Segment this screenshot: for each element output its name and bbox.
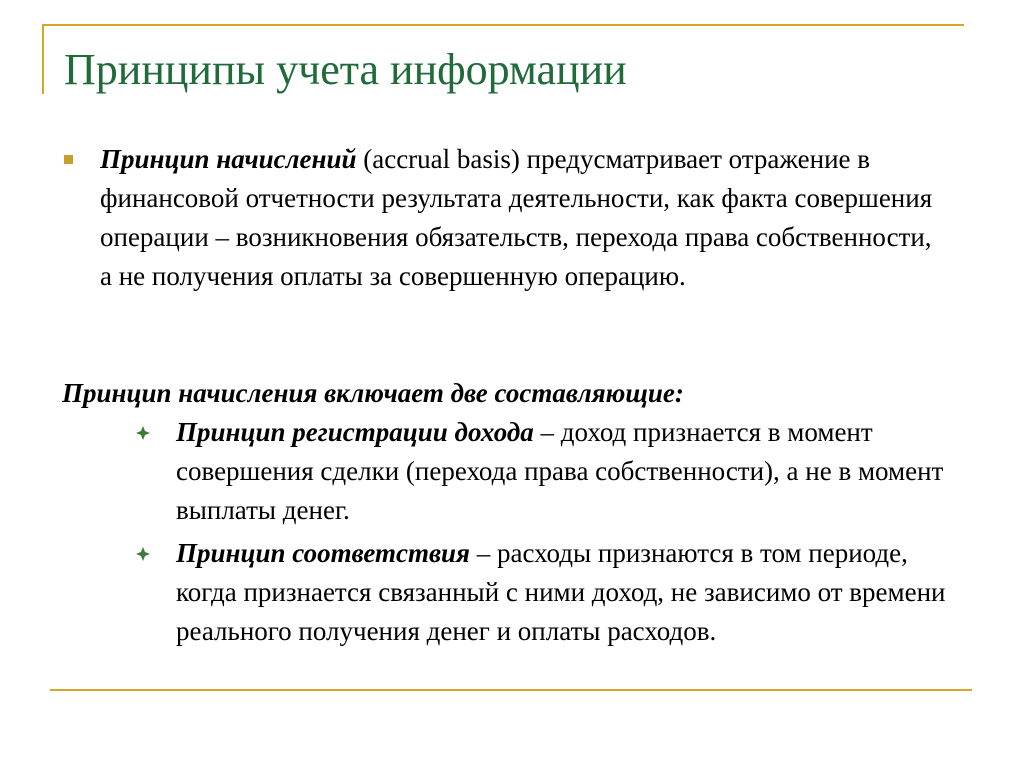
sub-bullet-paragraph bbox=[176, 413, 956, 530]
sub-bullet-paragraph bbox=[176, 534, 956, 651]
sub-bullet-term: Принцип соответствия bbox=[176, 538, 470, 568]
main-bullet-term: Принцип начислений bbox=[100, 144, 357, 174]
main-bullet-paragraph bbox=[100, 140, 944, 296]
main-bullet-text: (accrual basis) предусматривает отражение в финансовой отчетности результата деятельности, как факта совершения операции – возникновения обязательств, перехода права собственности, а не получения оплаты за совершенную операцию. bbox=[100, 144, 933, 291]
lead-line: Принцип начисления включает две составляющие: bbox=[62, 378, 684, 408]
diamond-bullet-icon bbox=[136, 426, 150, 440]
sub-bullet-text: – расходы признаются в том периоде, когда признается связанный с ними доход, не зависимо от времени реального получения денег и оплаты расходов. bbox=[176, 538, 946, 646]
frame-top-line bbox=[42, 24, 964, 26]
sub-bullet-income-recognition bbox=[136, 413, 956, 530]
sub-bullet-text: – доход признается в момент совершения сделки (перехода права собственности), а не в момент выплаты денег. bbox=[176, 417, 944, 525]
slide-title: Принципы учета информации bbox=[64, 45, 627, 94]
frame-bottom-line bbox=[50, 689, 972, 691]
square-bullet-icon bbox=[64, 155, 73, 164]
main-bullet bbox=[64, 140, 944, 296]
sub-bullet-term: Принцип регистрации дохода bbox=[176, 417, 534, 447]
frame-left-line bbox=[42, 24, 44, 94]
sub-bullet-matching bbox=[136, 534, 956, 651]
diamond-bullet-icon bbox=[136, 547, 150, 561]
